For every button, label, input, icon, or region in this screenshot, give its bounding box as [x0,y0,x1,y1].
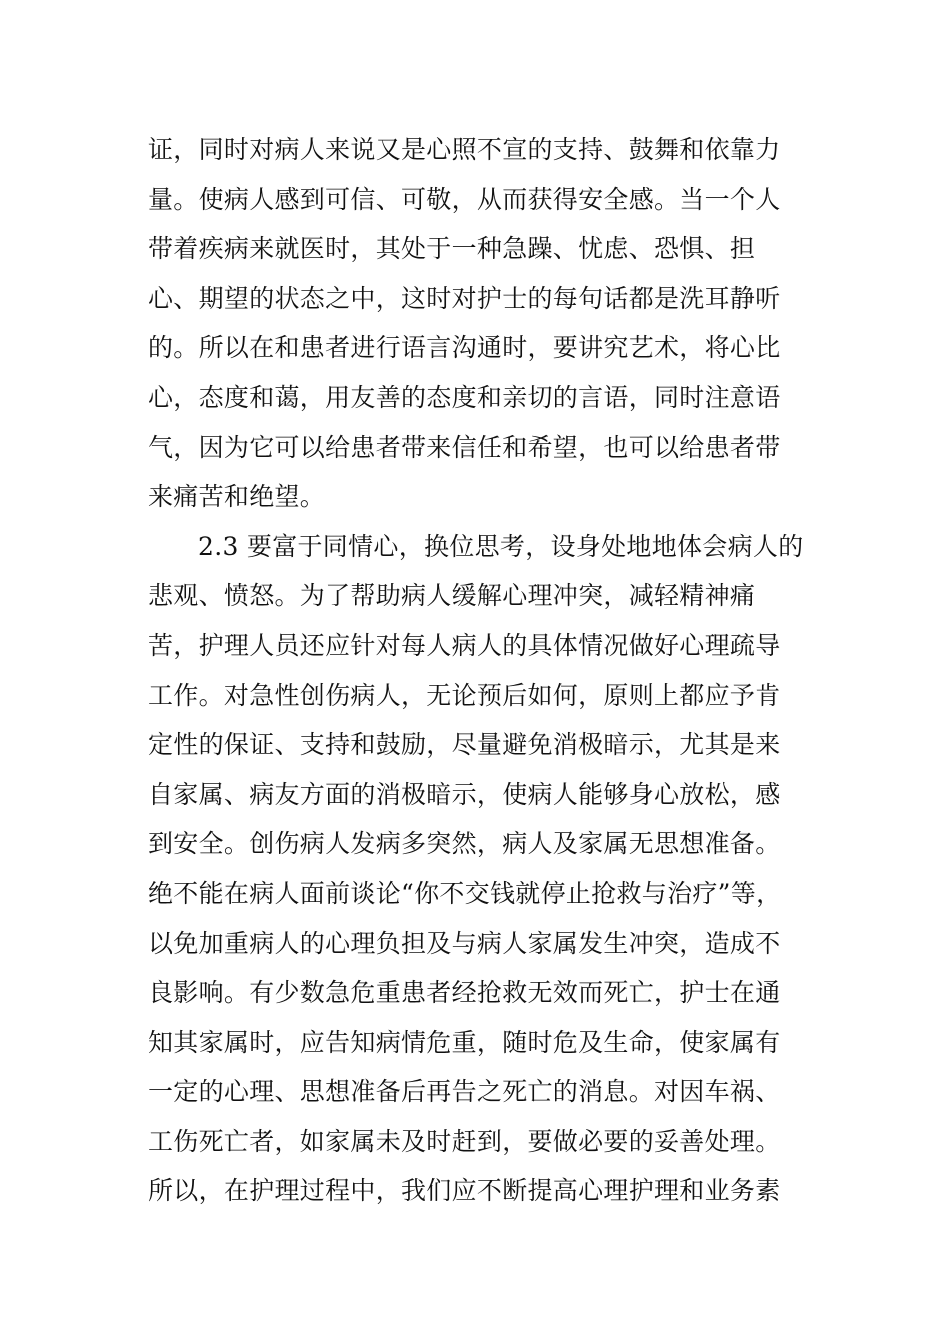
section-heading-line: 2.3 要富于同情心，换位思考，设身处地地体会病人的 [198,531,804,561]
text-line: 心，态度和蔼，用友善的态度和亲切的言语，同时注意语 [148,382,781,412]
text-line: 所以，在护理过程中，我们应不断提高心理护理和业务素 [148,1176,781,1206]
body-text [148,130,808,1221]
text-line: 自家属、病友方面的消极暗示，使病人能够身心放松，感 [148,779,781,809]
text-line: 到安全。创伤病人发病多突然，病人及家属无思想准备。 [148,829,781,859]
text-line: 心、期望的状态之中，这时对护士的每句话都是洗耳静听 [148,283,781,313]
text-line: 工作。对急性创伤病人，无论预后如何，原则上都应予肯 [148,680,781,710]
text-line: 一定的心理、思想准备后再告之死亡的消息。对因车祸、 [148,1077,781,1107]
text-line: 苦，护理人员还应针对每人病人的具体情况做好心理疏导 [148,630,781,660]
text-line: 量。使病人感到可信、可敬，从而获得安全感。当一个人 [148,184,781,214]
text-line: 来痛苦和绝望。 [148,482,326,512]
text-line: 证，同时对病人来说又是心照不宣的支持、鼓舞和依靠力 [148,135,781,164]
text-line: 良影响。有少数急危重患者经抢救无效而死亡，护士在通 [148,978,781,1008]
text-line: 的。所以在和患者进行语言沟通时，要讲究艺术，将心比 [148,333,781,363]
text-line: 定性的保证、支持和鼓励，尽量避免消极暗示，尤其是来 [148,730,781,760]
text-line: 工伤死亡者，如家属未及时赶到，要做必要的妥善处理。 [148,1126,781,1156]
text-line: 带着疾病来就医时，其处于一种急躁、忧虑、恐惧、担 [148,234,756,264]
text-line: 绝不能在病人面前谈论“你不交钱就停止抢救与治疗”等， [148,878,782,908]
text-line: 知其家属时，应告知病情危重，随时危及生命，使家属有 [148,1027,781,1057]
text-line: 悲观、愤怒。为了帮助病人缓解心理冲突，减轻精神痛 [148,581,756,611]
text-line: 气，因为它可以给患者带来信任和希望，也可以给患者带 [148,432,781,462]
text-line: 以免加重病人的心理负担及与病人家属发生冲突，造成不 [148,928,781,958]
